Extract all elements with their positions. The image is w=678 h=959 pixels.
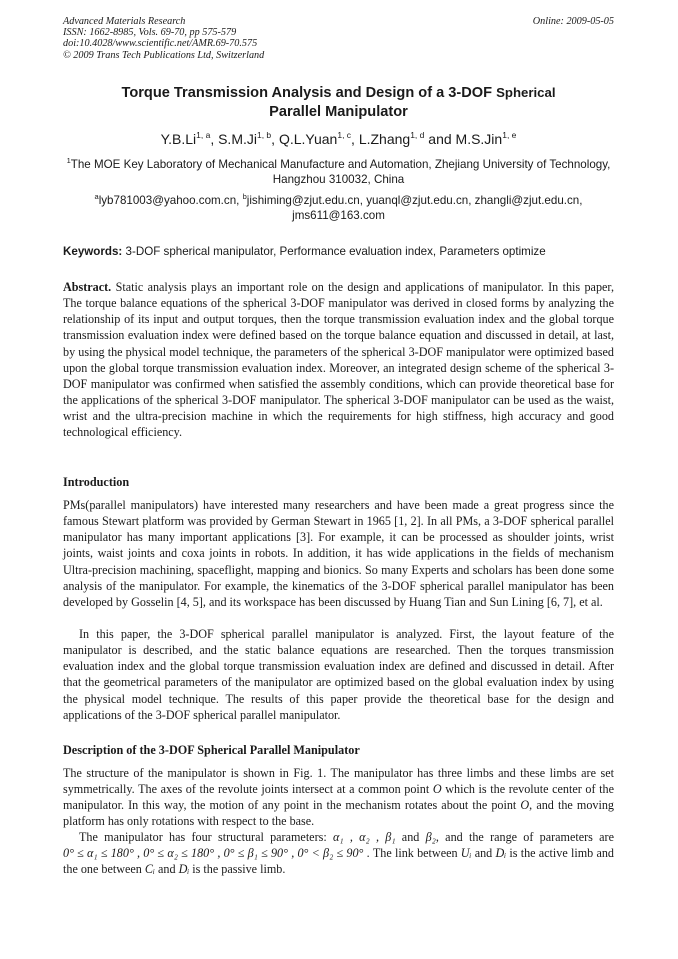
email[interactable]: yuanql@zjut.edu.cn, xyxy=(366,194,475,207)
email[interactable]: $^a$lyb781003@yahoo.com.cn, xyxy=(94,192,243,207)
author: L.Zhang$^{1, d}$ and xyxy=(358,130,456,147)
keywords-text: 3-DOF spherical manipulator, Performance evaluation index, Parameters optimize xyxy=(125,245,546,258)
description-paragraph-1: The structure of the manipulator is shown in Fig. 1. The manipulator has three limbs and these limbs are set symmetrically. The axes of the revolute joints intersect at a common point O which is the revolute center of the manipulator. In this way, the motion of any point in the mechanism rotates about the point O, and the moving platform has only rotations with respect to the base. xyxy=(63,766,614,829)
structural-params: α₁ , α₂ , β₁ xyxy=(332,830,396,844)
journal-meta xyxy=(63,16,264,61)
title-line2: Parallel Manipulator xyxy=(269,104,408,120)
author: M.S.Jin$^{1, e}$ xyxy=(455,130,517,147)
abstract-text: Static analysis plays an important role on the design and applications of manipulator. In this paper, The torque balance equations of the spherical 3-DOF manipulator was derived in closed forms by analyzing the relationship of its input and output torques, then the torque transmission evaluation index and the global torque transmission evaluation index were defined based on the torque balance equation and discussed in detail, at last, by using the physical model technique, the parameters of the spherical 3-DOF manipulator were optimized based upon the global torque transmission evaluation index. Moreover, an integrated design scheme of the spherical 3-DOF manipulator was confirmed when satisfied the assembly conditions, which can provide theoretical base for the applications of the spherical 3-DOF manipulator. The spherical 3-DOF manipulator can be used as the waist, wrist and the ultra-precision machine in which the requirements for high stiffness, high accuracy and good technological efficiency. xyxy=(63,280,614,440)
title-main: Torque Transmission Analysis and Design of a 3-DOF xyxy=(121,85,493,101)
description-paragraph-2: The manipulator has four structural parameters: α₁ , α₂ , β₁ and β₂, and the range of parameters are 0° ≤ α₁ ≤ 180° , 0° ≤ α₂ ≤ 180° , 0° ≤ β₁ ≤ 90° , 0° < β₂ ≤ 90° . The link between Uᵢ and Dᵢ is the active limb and the one between Cᵢ and Dᵢ is the passive limb. xyxy=(63,830,614,877)
paper-title xyxy=(63,83,614,122)
copyright-line: © 2009 Trans Tech Publications Ltd, Switzerland xyxy=(63,49,265,61)
author: Y.B.Li$^{1, a}$, xyxy=(160,130,219,147)
keywords xyxy=(63,244,614,259)
email-list xyxy=(63,193,614,223)
doi-line[interactable]: doi:10.4028/www.scientific.net/AMR.69-70.575 xyxy=(63,38,258,50)
journal-name: Advanced Materials Research xyxy=(63,16,186,27)
intro-paragraph-2: In this paper, the 3-DOF spherical parallel manipulator is analyzed. First, the layout feature of the manipulator is described, and the static balance equations are researched. Then the torques transmission evaluation index and the global torque transmission evaluation index are defined and discussed in detail. After that the geometrical parameters of the manipulator are optimized based on the global evaluation index by using the physical model technique. The results of this paper provide the theoretical base for the design and applications of the 3-DOF spherical parallel manipulator. xyxy=(63,627,614,722)
online-date: Online: 2009-05-05 xyxy=(532,16,614,27)
issn-line: ISSN: 1662-8985, Vols. 69-70, pp 575-579 xyxy=(63,27,237,39)
author: Q.L.Yuan$^{1, c}$, xyxy=(278,130,359,147)
intro-paragraph-1: PMs(parallel manipulators) have interested many researchers and have been made a great progress since the famous Stewart platform was provided by German Stewart in 1965 [1, 2]. In all PMs, a 3-DOF spherical parallel manipulator has many important applications [3]. For example, it can be processed as shoulder joints, wrist joints, waist joints and coxa joints in robots. In addition, it has wide applications in the fields of mechanism Ultra-precision machining, spaceflight, mapping and bionics. So many Experts and scholars has been done some analysis of the manipulator. For example, the kinematics of the 3-DOF spherical parallel manipulator has been developed by Gosselin [4, 5], and its workspace has been discussed by Huang Tian and Sun Lining [6, 7], et al. xyxy=(63,498,614,609)
keywords-label: Keywords: xyxy=(63,245,123,258)
section-heading-description: Description of the 3-DOF Spherical Parallel Manipulator xyxy=(63,743,360,757)
parameter-ranges: 0° ≤ α₁ ≤ 180° , 0° ≤ α₂ ≤ 180° , 0° ≤ β₁ ≤ 90° , 0° < β₂ ≤ 90° xyxy=(63,846,364,861)
email[interactable]: $^b$jishiming@zjut.edu.cn, xyxy=(242,192,367,207)
author: S.M.Ji$^{1, b}$, xyxy=(218,130,279,147)
author-list xyxy=(63,130,614,148)
title-spherical: Spherical xyxy=(496,85,556,100)
email[interactable]: zhangli@zjut.edu.cn, xyxy=(474,194,583,207)
abstract xyxy=(63,279,614,441)
section-heading-introduction: Introduction xyxy=(63,475,130,489)
affiliation: $^1$The MOE Key Laboratory of Mechanical Manufacture and Automation, Zhejiang University of Technology, Hangzhou 310032, China xyxy=(66,156,611,186)
abstract-label: Abstract. xyxy=(63,280,112,294)
email[interactable]: jms611@163.com xyxy=(292,209,385,222)
